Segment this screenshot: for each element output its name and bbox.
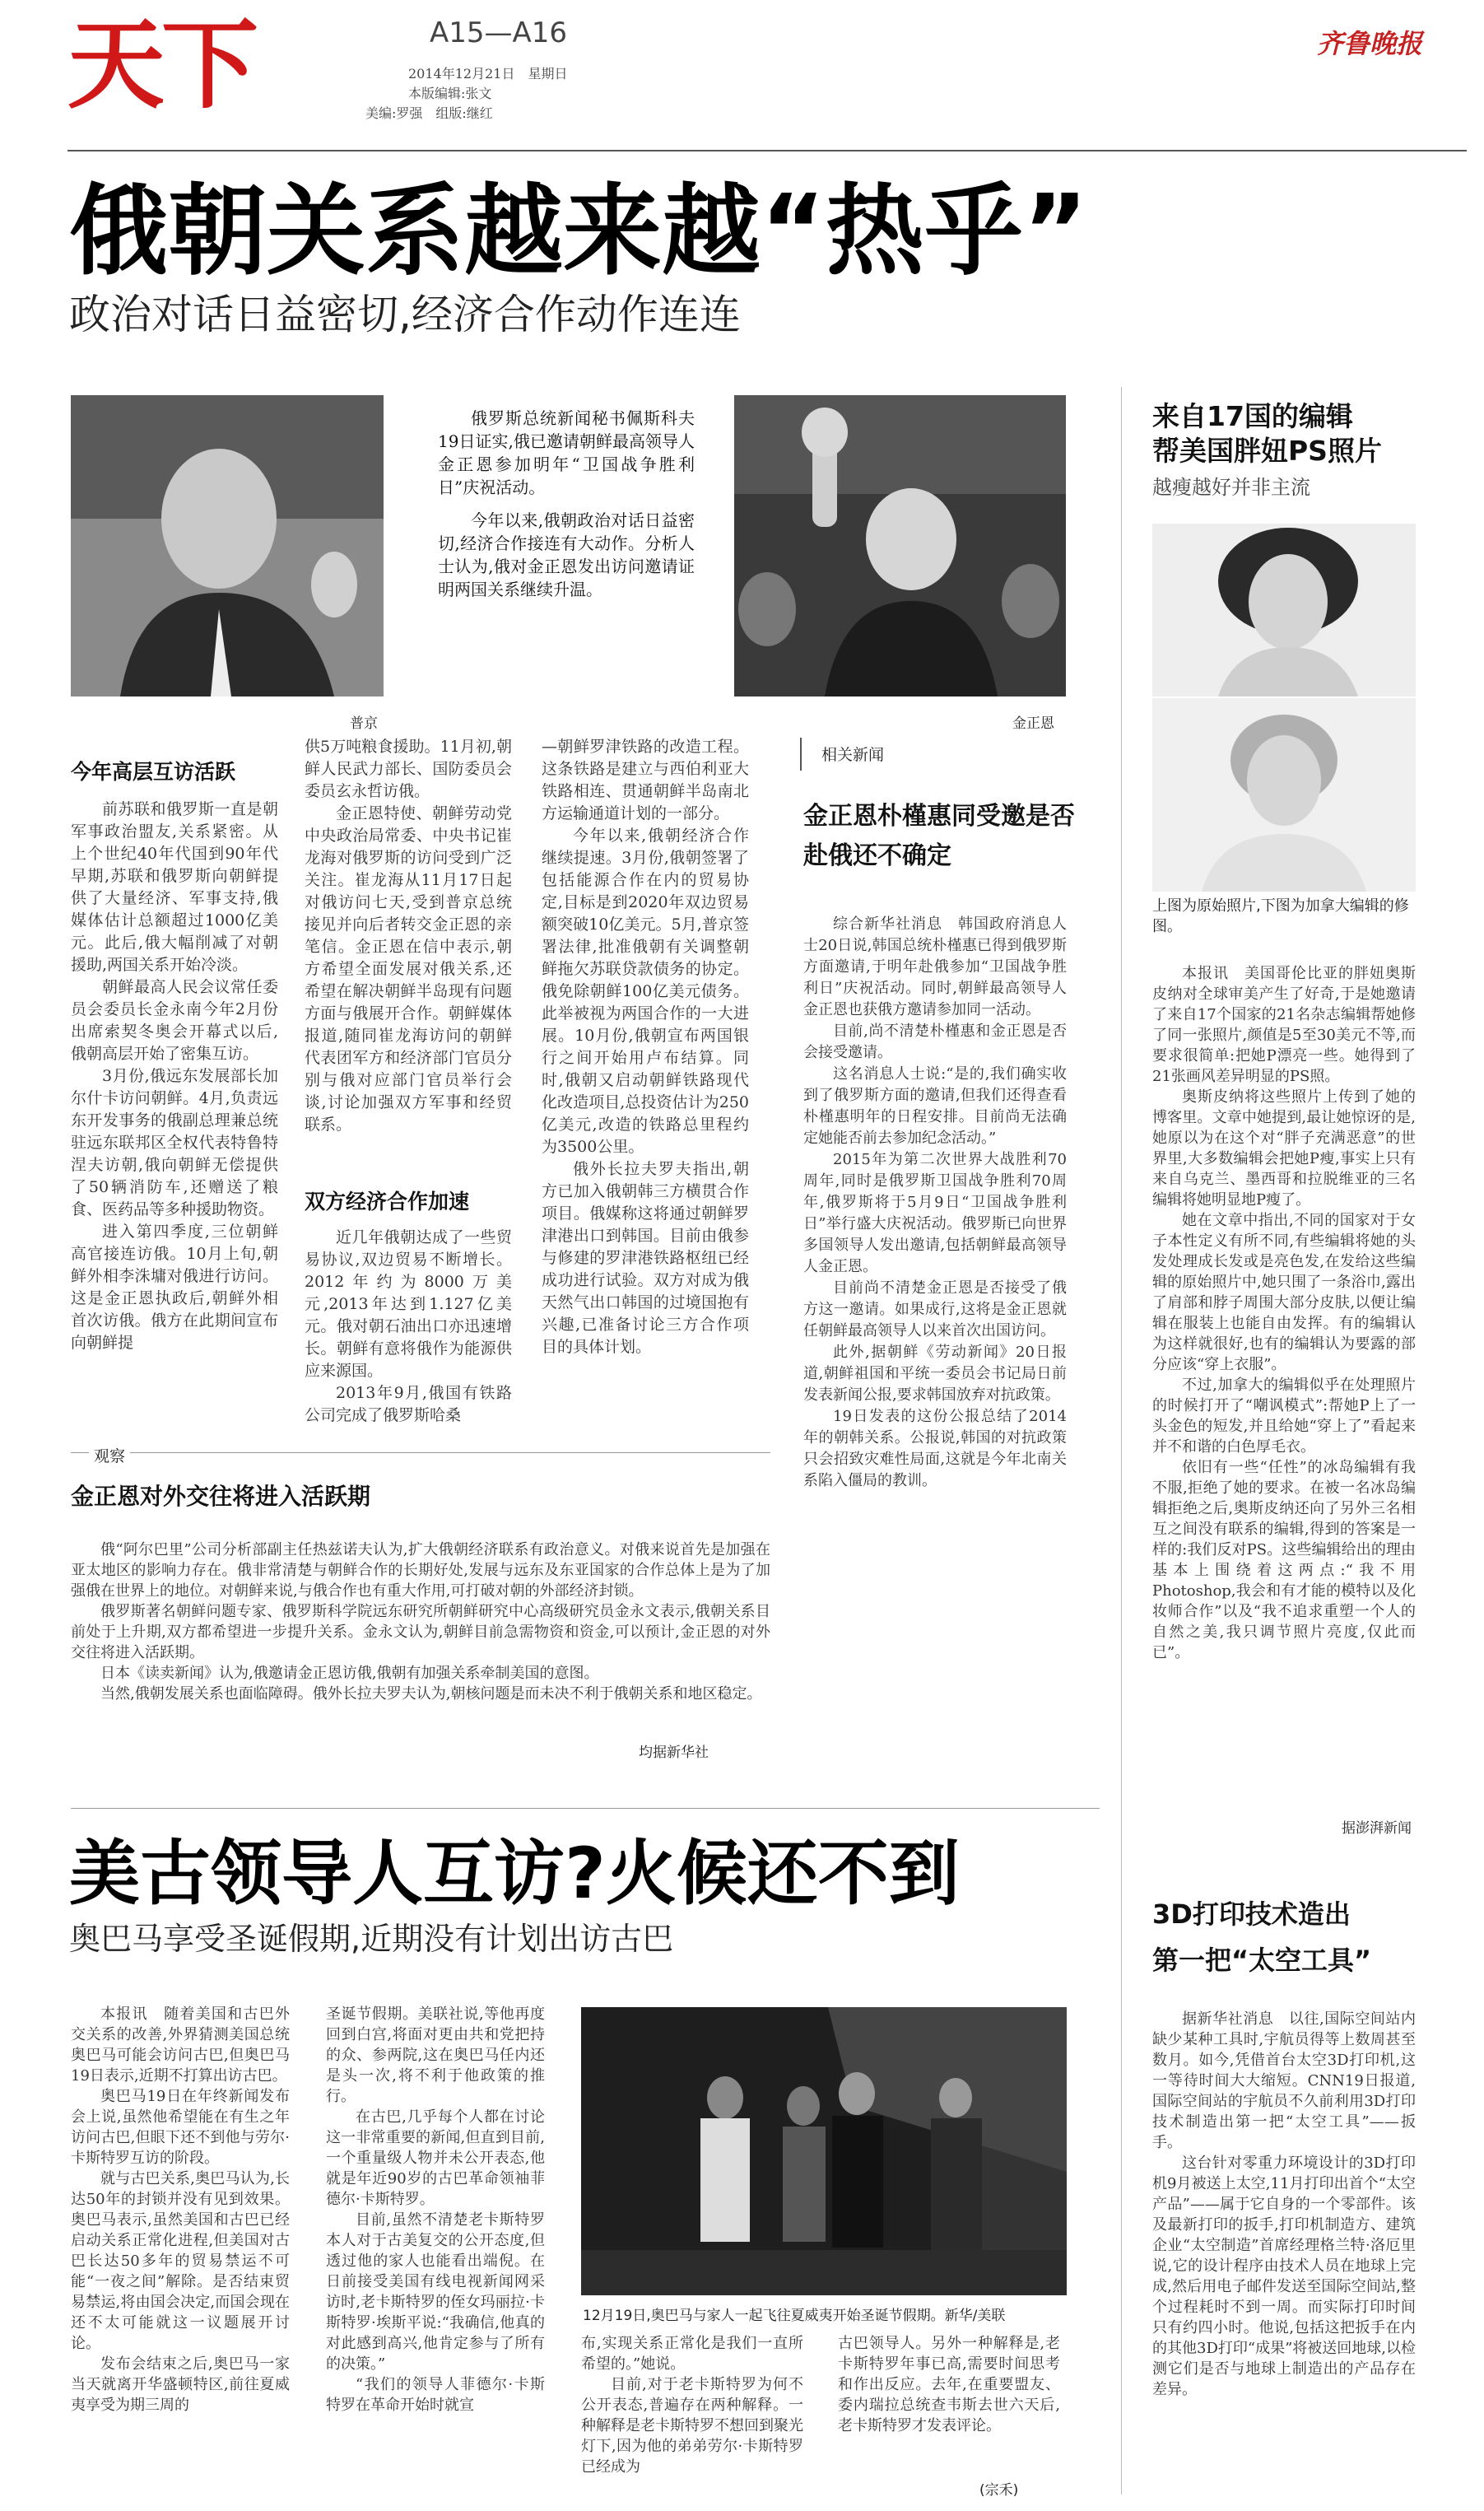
- side1-caption: 上图为原始照片,下图为加拿大编辑的修图。: [1152, 897, 1409, 935]
- story1-col2b-p: 2013年9月,俄国有铁路公司完成了俄罗斯哈桑: [305, 1384, 512, 1424]
- masthead-logo: 天下: [67, 8, 256, 122]
- side1-title-line1: 来自17国的编辑: [1152, 400, 1353, 432]
- story1-lead-p2: 今年以来,俄朝政治对话日益密切,经济合作接连有大动作。分析人士认为,俄对金正恩发出访问邀请证明两国关系继续升温。: [438, 510, 695, 599]
- side1-p: 奥斯皮纳将这些照片上传到了她的博客里。文章中她提到,最让她惊讶的是,她原以为在这个对“胖子充满恶意”的世界里,大多数编辑会把她P瘦,事实上只有来自乌克兰、墨西哥和拉脱维亚的三名编辑将她明显地P瘦了。: [1152, 1088, 1416, 1209]
- observe-p: 日本《读卖新闻》认为,俄邀请金正恩访俄,俄朝有加强关系牵制美国的意图。: [100, 1665, 599, 1682]
- edited-photo: [1152, 698, 1416, 892]
- story1-col2-p: 金正恩特使、朝鲜劳动党中央政治局常委、中央书记崔龙海对俄罗斯的访问受到广泛关注。崔龙海从11月17日起对俄访问七天,受到普京总统接见并向后者转交金正恩的亲笔信。金正恩在信中表示,朝方希望全面发展对俄关系,还希望在解决朝鲜半岛现有问题方面与俄展开合作。朝鲜媒体报道,随同崔龙海访问的朝鲜代表团军方和经济部门官员分别与俄对应部门官员举行会谈,讨论加强双方军事和经贸联系。: [305, 804, 512, 1134]
- putin-photo: [71, 395, 384, 696]
- story2-col2-p: 目前,虽然不清楚老卡斯特罗本人对于古美复交的公开态度,但透过他的家人也能看出端倪。在日前接受美国有线电视新闻网采访时,老卡斯特罗的侄女玛丽拉·卡斯特罗·埃斯平说:“我确信,他真的对此感到高兴,他肯定参与了所有的决策。”: [326, 2211, 545, 2373]
- column-divider: [1121, 387, 1122, 2495]
- kim-caption: 金正恩: [1012, 715, 1054, 732]
- story2-col4-p: 古巴领导人。另外一种解释是,老卡斯特罗年事已高,需要时间思考和作出反应。去年,在重要盟友、委内瑞拉总统查韦斯去世六天后,老卡斯特罗才发表评论。: [838, 2335, 1060, 2434]
- story1-section2-title: 双方经济合作加速: [305, 1190, 470, 1214]
- side1-p: 本报讯 美国哥伦比亚的胖妞奥斯皮纳对全球审美产生了好奇,于是她邀请了来自17个国家的21名杂志编辑帮她修了同一张照片,颜值是5至30美元不等,而要求很简单:把她P漂亮一些。她得到了21张画风差异明显的PS照。: [1152, 965, 1416, 1085]
- original-photo: [1152, 524, 1416, 696]
- obama-photo-caption: 12月19日,奥巴马与家人一起飞往夏威夷开始圣诞节假期。新华/美联: [583, 2308, 1006, 2324]
- story2-col1-p: 发布会结束之后,奥巴马一家当天就离开华盛顿特区,前往夏威夷享受为期三周的: [71, 2355, 290, 2414]
- masthead-date: 2014年12月21日 星期日: [408, 66, 568, 82]
- story1-headline: 俄朝关系越来越“热乎”: [69, 175, 1088, 289]
- side1-p: 她在文章中指出,不同的国家对于女子本性定义有所不同,有些编辑将她的头发处理成长发或是亮色发,在发给这些编辑的原始照片中,她只围了一条浴巾,露出了肩部和脖子周围大部分皮肤,以便让编辑在服装上也能自由发挥。有的编辑认为这样就很好,也有的编辑认为要露的部分应该“穿上衣服”。: [1152, 1212, 1416, 1373]
- story1-col3: [542, 736, 749, 1358]
- story2-col1: [71, 2004, 290, 2415]
- story1-lead-p1: 俄罗斯总统新闻秘书佩斯科夫19日证实,俄已邀请朝鲜最高领导人金正恩参加明年“卫国战争胜利日”庆祝活动。: [438, 408, 695, 497]
- story1-col2b-p: 近几年俄朝达成了一些贸易协议,双边贸易不断增长。2012年约为8000万美元,2013年达到1.127亿美元。俄对朝石油出口亦迅速增长。朝鲜有意将俄作为能源供应来源国。: [305, 1228, 512, 1380]
- observe-p: 当然,俄朝发展关系也面临障碍。俄外长拉夫罗夫认为,朝核问题是而未决不利于俄朝关系和地区稳定。: [100, 1685, 762, 1703]
- story2-col2-p: 在古巴,几乎每个人都在讨论这一非常重要的新闻,但直到目前,一个重量级人物并未公开表态,他就是年近90岁的古巴革命领袖菲德尔·卡斯特罗。: [326, 2108, 545, 2208]
- side2-p: 这台针对零重力环境设计的3D打印机9月被送上太空,11月打印出首个“太空产品”——属于它自身的一个零部件。该及最新打印的扳手,打印机制造方、建筑企业“太空制造”首席经理格兰特·洛厄里说,它的设计程序由技术人员在地球上完成,然后用电子邮件发送至国际空间站,整个过程耗时不到一周。而实际打印时间只有约四小时。他说,包括这把扳手在内的其他3D打印“成果”将被送回地球,以检测它们是否与地球上制造出的产品存在差异。: [1152, 2155, 1417, 2398]
- observe-label: 观察: [89, 1444, 130, 1466]
- story2-col3: [581, 2333, 803, 2477]
- observe-rule: [71, 1452, 770, 1453]
- story2-col3-p: 布,实现关系正常化是我们一直所希望的。”她说。: [581, 2335, 803, 2373]
- side1-body: [1152, 963, 1416, 1663]
- section-rule: [71, 1808, 1100, 1809]
- observe-credit: 均据新华社: [639, 1745, 709, 1761]
- story2-col4: [838, 2333, 1060, 2436]
- story1-col3-p: 今年以来,俄朝经济合作继续提速。3月份,俄朝签署了包括能源合作在内的贸易协定,目标是到2020年双边贸易额突破10亿美元。5月,普京签署法律,批准俄朝有关调整朝鲜拖欠苏联贷款债务的协定。俄免除朝鲜100亿美元债务。此举被视为两国合作的一大进展。10月份,俄朝宣布两国银行之间开始用卢布结算。同时,俄朝又启动朝鲜铁路现代化改造项目,总投资估计为250亿美元,改造的铁路总里程约为3500公里。: [542, 827, 749, 1156]
- side2-p: 据新华社消息 以往,国际空间站内缺少某种工具时,宇航员得等上数周甚至数月。如今,凭借首台太空3D打印机,这一等待时间大大缩短。CNN19日报道,国际空间站的宇航员不久前利用3D打印技术制造出第一把“太空工具”——扳手。: [1152, 2010, 1416, 2151]
- kim-photo: [734, 395, 1066, 696]
- story1-col3-p: 俄外长拉夫罗夫指出,朝方已加入俄朝韩三方横贯合作项目。俄媒称这将通过朝鲜罗津港出口到韩国。目前由俄参与修建的罗津港铁路枢纽已经成功进行试验。双方对成为俄天然气出口韩国的过境国抱有兴趣,已准备讨论三方合作项目的具体计划。: [542, 1160, 749, 1356]
- story2-col1-p: 就与古巴关系,奥巴马认为,长达50年的封锁并没有见到效果。奥巴马表示,虽然美国和古巴已经启动关系正常化进程,但美国对古巴长达50多年的贸易禁运不可能“一夜之间”解除。是否结束贸易禁运,将由国会决定,而国会现在还不太可能就这一议题展开讨论。: [71, 2170, 290, 2352]
- side2-title-line2: 第一把“太空工具”: [1152, 1945, 1372, 1976]
- masthead-rule: [67, 150, 1467, 151]
- story1-col1-p: 进入第四季度,三位朝鲜高官接连访俄。10月上旬,朝鲜外相李洙墉对俄进行访问。这是金正恩执政后,朝鲜外相首次访俄。俄方在此期间宣布向朝鲜提: [71, 1223, 278, 1352]
- masthead-paper-name: 齐鲁晚报: [1317, 28, 1423, 59]
- obama-photo: [581, 2007, 1067, 2295]
- story1-col2: [305, 736, 512, 1136]
- story1-col1: [71, 799, 278, 1354]
- story2-col1-p: 奥巴马19日在年终新闻发布会上说,虽然他希望能在有生之年访问古巴,但眼下还不到他与劳尔·卡斯特罗互访的阶段。: [71, 2088, 290, 2167]
- story2-col2: [326, 2004, 545, 2415]
- related-p: 此外,据朝鲜《劳动新闻》20日报道,朝鲜祖国和平统一委员会书记局日前发表新闻公报,要求韩国放弃对抗政策。: [803, 1344, 1067, 1404]
- observe-p: 俄罗斯著名朝鲜问题专家、俄罗斯科学院远东研究所朝鲜研究中心高级研究员金永文表示,俄朝关系目前处于上升期,双方都希望进一步提升关系。金永文认为,朝鲜目前急需物资和资金,可以预计,金正恩的对外交往将进入活跃期。: [71, 1603, 770, 1661]
- story1-lead: [438, 407, 695, 601]
- related-p: 这名消息人士说:“是的,我们确实收到了俄罗斯方面的邀请,但我们还得查看朴槿惠明年的日程安排。目前尚无法确定她能否前去参加纪念活动。”: [803, 1065, 1067, 1147]
- masthead-editor: 本版编辑:张文: [408, 86, 492, 101]
- story1-col3-p: —朝鲜罗津铁路的改造工程。这条铁路是建立与西伯利亚大铁路相连、贯通朝鲜半岛南北方运输通道计划的一部分。: [542, 738, 749, 822]
- related-p: 目前,尚不清楚朴槿惠和金正恩是否会接受邀请。: [803, 1023, 1067, 1061]
- story2-credit: (宗禾): [979, 2482, 1019, 2499]
- observe-title: 金正恩对外交往将进入活跃期: [71, 1483, 371, 1510]
- related-p: 目前尚不清楚金正恩是否接受了俄方这一邀请。如果成行,这将是金正恩就任朝鲜最高领导人以来首次出国访问。: [803, 1279, 1067, 1339]
- masthead-design: 美编:罗强 组版:继红: [365, 105, 493, 121]
- story2-subhead: 奥巴马享受圣诞假期,近期没有计划出访古巴: [69, 1921, 674, 1957]
- story2-headline: 美古领导人互访?火候还不到: [69, 1833, 960, 1915]
- related-title: 金正恩朴槿惠同受邀是否赴俄还不确定: [803, 802, 1075, 870]
- side1-p: 依旧有一些“任性”的冰岛编辑有我不服,拒绝了她的要求。在被一名冰岛编辑拒绝之后,奥斯皮纳还向了另外三名相互之间没有联系的编辑,得到的答案是一样的:我们反对PS。这些编辑给出的理由基本上围绕着这两点:“我不用Photoshop,我会和有才能的模特以及化妆师合作”以及“我不追求重塑一个人的自然之美,我只调节照片亮度,仅此而已”。: [1152, 1459, 1416, 1661]
- related-p: 综合新华社消息 韩国政府消息人士20日说,韩国总统朴槿惠已得到俄罗斯方面邀请,于明年赴俄参加“卫国战争胜利日”庆祝活动。同时,朝鲜最高领导人金正恩也获俄方邀请参加同一活动。: [803, 915, 1067, 1018]
- side2-title-line1: 3D打印技术造出: [1152, 1898, 1351, 1930]
- side1-subtitle: 越瘦越好并非主流: [1152, 476, 1310, 499]
- related-label: 相关新闻: [821, 746, 885, 764]
- story2-col2-p: “我们的领导人菲德尔·卡斯特罗在革命开始时就宣: [326, 2376, 545, 2414]
- related-body: [803, 914, 1067, 1492]
- story2-col1-p: 本报讯 随着美国和古巴外交关系的改善,外界猜测美国总统奥巴马可能会访问古巴,但奥巴马19日表示,近期不打算出访古巴。: [71, 2006, 290, 2085]
- related-p: 19日发表的这份公报总结了2014年的朝韩关系。公报说,韩国的对抗政策只会招致灾难性局面,这就是今年北南关系陷入僵局的教训。: [803, 1408, 1067, 1489]
- masthead-pages: A15—A16: [430, 16, 568, 49]
- related-box-rule: [800, 738, 802, 771]
- story1-col1-p: 朝鲜最高人民会议常任委员会委员长金永南今年2月份出席索契冬奥会开幕式以后,俄朝高层开始了密集互访。: [71, 978, 278, 1063]
- story1-col2-p: 供5万吨粮食援助。11月初,朝鲜人民武力部长、国防委员会委员玄永哲访俄。: [305, 738, 512, 800]
- side1-title-line2: 帮美国胖妞PS照片: [1152, 435, 1382, 467]
- story1-section1-title: 今年高层互访活跃: [71, 760, 236, 784]
- story1-subhead: 政治对话日益密切,经济合作动作连连: [69, 291, 741, 338]
- story1-col1-p: 3月份,俄远东发展部长加尔什卡访问朝鲜。4月,负责远东开发事务的俄副总理兼总统驻远东联邦区全权代表特鲁特涅夫访朝,俄向朝鲜无偿提供了50辆消防车,还赠送了粮食、医药品等多种援助物资。: [71, 1067, 278, 1218]
- putin-caption: 普京: [350, 715, 378, 732]
- side1-p: 不过,加拿大的编辑似乎在处理照片的时候打开了“嘲讽模式”:帮她P上了一头金色的短发,并且给她“穿上了”看起来并不和谐的白色厚毛衣。: [1152, 1377, 1416, 1456]
- side2-body: [1152, 2009, 1416, 2400]
- observe-body: [71, 1540, 770, 1704]
- side1-credit: 据澎湃新闻: [1342, 1820, 1412, 1837]
- story1-col1-p: 前苏联和俄罗斯一直是朝军事政治盟友,关系紧密。从上个世纪40年代国到90年代早期,苏联和俄罗斯向朝鲜提供了大量经济、军事支持,俄媒体估计总额超过1000亿美元。此后,俄大幅削减了对朝援助,两国关系开始冷淡。: [71, 800, 278, 974]
- related-p: 2015年为第二次世界大战胜利70周年,同时是俄罗斯卫国战争胜利70周年,俄罗斯将于5月9日“卫国战争胜利日”举行盛大庆祝活动。俄罗斯已向世界多国领导人发出邀请,包括朝鲜最高领导人金正恩。: [803, 1151, 1067, 1275]
- observe-p: 俄“阿尔巴里”公司分析部副主任热兹诺夫认为,扩大俄朝经济联系有政治意义。对俄来说首先是加强在亚太地区的影响力存在。俄非常清楚与朝鲜合作的长期好处,发展与远东及东亚国家的合作总体上是为了加强俄在世界上的地位。对朝鲜来说,与俄合作也有重大作用,可打破对朝的外部经济封锁。: [71, 1541, 770, 1600]
- story2-col2-p: 圣诞节假期。美联社说,等他再度回到白宫,将面对更由共和党把持的众、参两院,这在奥巴马任内还是头一次,将不利于他政策的推行。: [326, 2006, 545, 2105]
- story2-col3-p: 目前,对于老卡斯特罗为何不公开表态,普遍存在两种解释。一种解释是老卡斯特罗不想回到聚光灯下,因为他的弟弟劳尔·卡斯特罗已经成为: [581, 2376, 803, 2476]
- story1-col2b: [305, 1227, 512, 1427]
